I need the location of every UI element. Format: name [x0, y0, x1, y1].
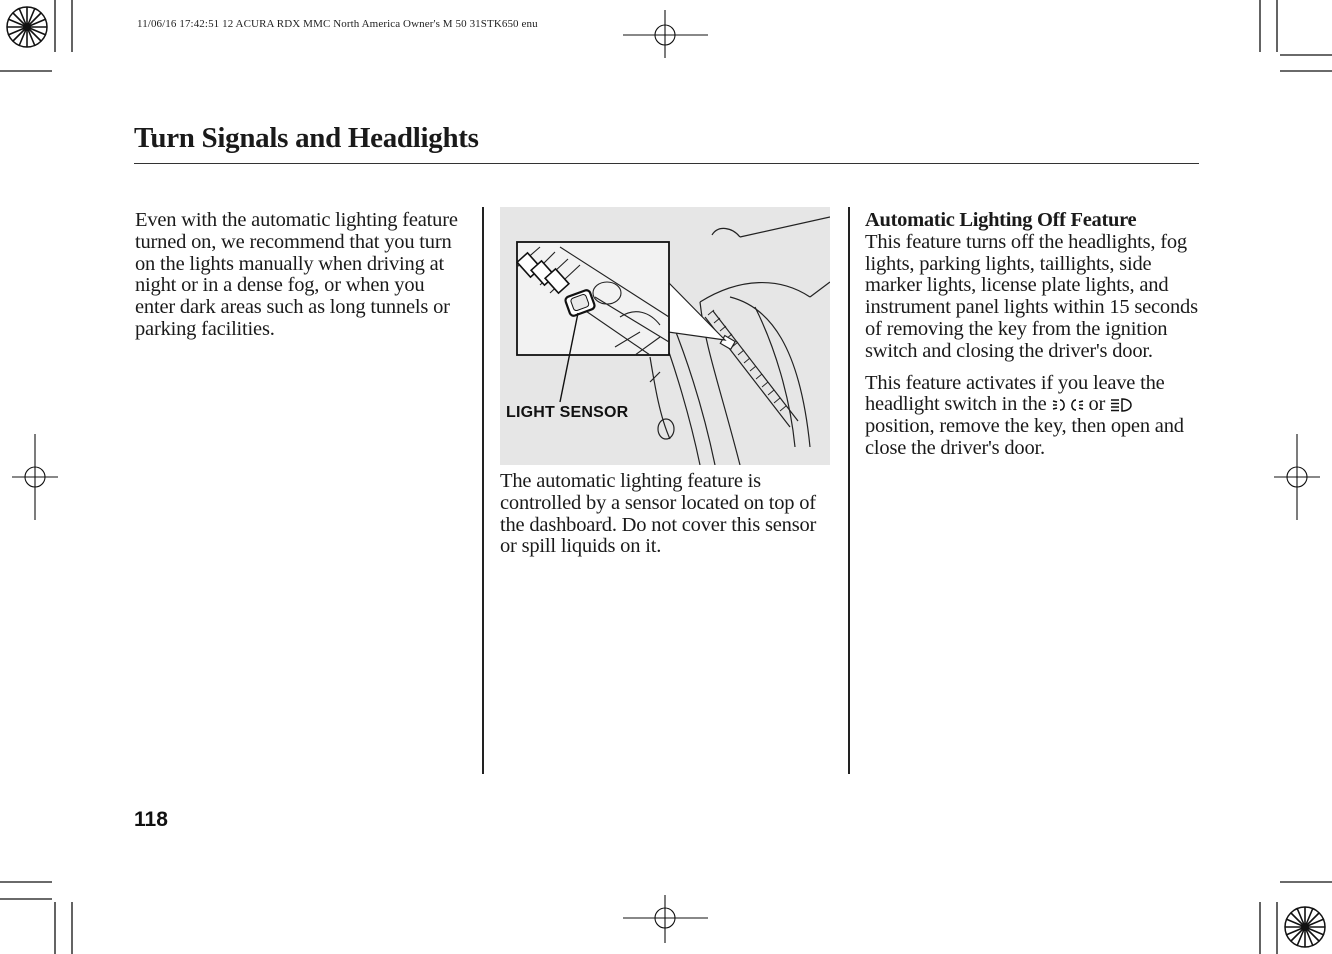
column-divider-right	[848, 207, 850, 774]
auto-off-paragraph-2	[865, 373, 1200, 460]
activation-text-end: position, remove the key, then open and close the driver's door.	[865, 415, 1184, 459]
parking-lights-icon	[1052, 397, 1084, 413]
light-sensor-label: LIGHT SENSOR	[506, 404, 629, 421]
page-title: Turn Signals and Headlights	[134, 122, 479, 154]
auto-off-paragraph-1	[865, 210, 1200, 363]
title-divider	[134, 163, 1199, 164]
dashboard-illustration	[500, 207, 830, 465]
auto-off-description: This feature turns off the headlights, fog lights, parking lights, taillights, side marker lights, license plate lights, and instrument panel lights within 15 seconds of removing the key from the ignition switch and closing the driver's door.	[865, 230, 1198, 362]
activation-text-start: This feature activates if you leave the headlight switch in the	[865, 371, 1165, 416]
print-header: 11/06/16 17:42:51 12 ACURA RDX MMC North America Owner's M 50 31STK650 enu	[137, 18, 538, 30]
section-heading: Automatic Lighting Off Feature	[865, 209, 1137, 231]
recommendation-paragraph: Even with the automatic lighting feature turned on, we recommend that you turn on the lights manually when driving at night or in a dense fog, or when you enter dark areas such as long tunnels or parking facilities.	[135, 209, 458, 340]
light-sensor-figure	[500, 207, 830, 465]
headlight-icon	[1110, 397, 1136, 413]
page-number: 118	[134, 808, 168, 831]
figure-caption: The automatic lighting feature is controlled by a sensor located on top of the dashboard. Do not cover this sensor or spill liquids on it.	[500, 470, 817, 558]
auto-off-section	[865, 210, 1200, 470]
activation-or: or	[1088, 393, 1106, 416]
column-divider-left	[482, 207, 484, 774]
